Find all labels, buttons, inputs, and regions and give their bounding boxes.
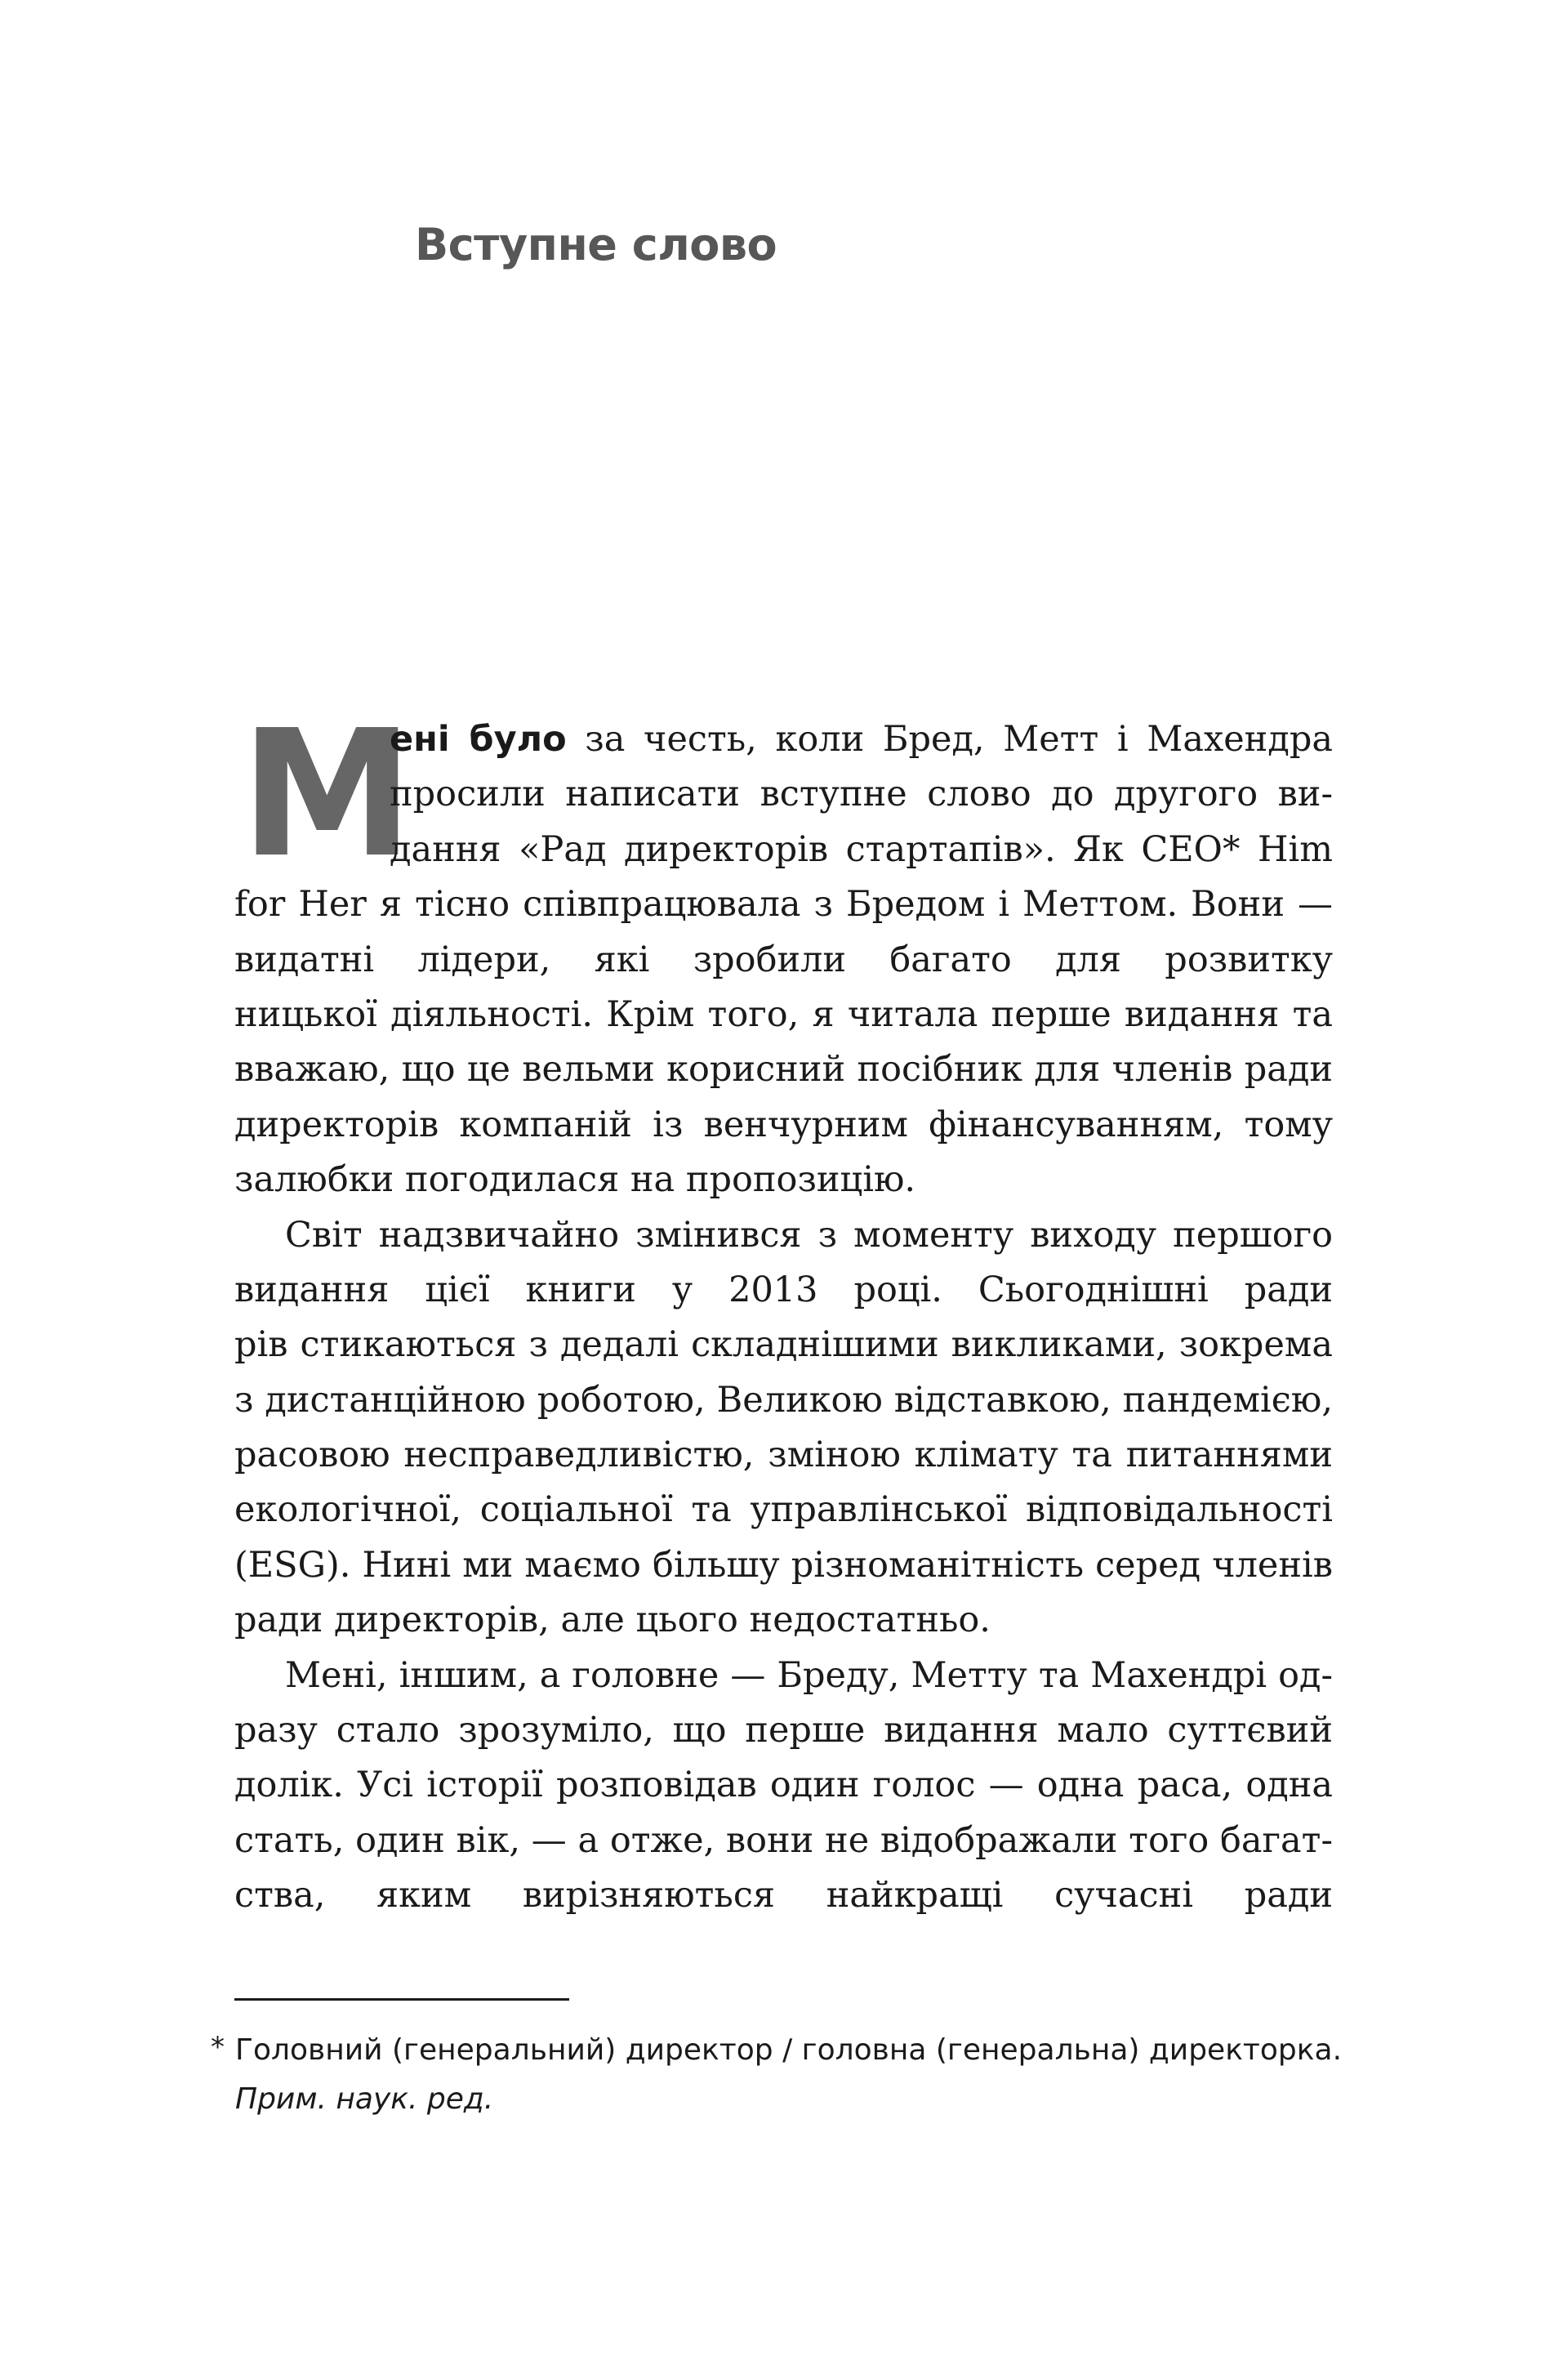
- text-line: вважаю, що це вельми корисний посібник для членів ради: [234, 1049, 1333, 1091]
- text-line: стать, один вік, — а отже, вони не відображали того багат-: [234, 1819, 1333, 1861]
- text-line: ницької діяльності. Крім того, я читала перше видання та: [234, 993, 1333, 1035]
- run-in-heading: ені було: [390, 719, 567, 760]
- text-line: рів стикаються з дедалі складнішими викликами, зокрема: [234, 1324, 1333, 1366]
- text-line: долік. Усі історії розповідав один голос — одна раса, одна: [234, 1765, 1333, 1806]
- text-line: видання цієї книги у 2013 році. Сьогоднішні ради: [234, 1269, 1333, 1310]
- footnote-marker: *: [211, 2031, 225, 2064]
- text-line: ства, яким вирізняються найкращі сучасні ради: [234, 1875, 1333, 1916]
- text-line: директорів компаній із венчурним фінансуванням, тому: [234, 1104, 1333, 1145]
- text-line: залюбки погодилася на пропозицію.: [234, 1159, 916, 1201]
- text-line: просили написати вступне слово до другого ви-: [390, 774, 1333, 815]
- text-line: ради директорів, але цього недостатньо.: [234, 1600, 991, 1641]
- text-line: Мені, іншим, а головне — Бреду, Метту та Махендрі од-: [285, 1654, 1333, 1696]
- text-line: разу стало зрозуміло, що перше видання мало суттєвий: [234, 1710, 1333, 1751]
- text-line: Світ надзвичайно змінився з моменту виходу першого: [285, 1214, 1333, 1256]
- footnote-text: Головний (генеральний) директор / головна (генеральна) директорка.: [235, 2033, 1343, 2067]
- text-line: дання «Рад директорів стартапів». Як CEO* Him: [390, 828, 1333, 870]
- text-line: екологічної, соціальної та управлінської відповідальності: [234, 1489, 1333, 1531]
- footnote: [211, 2026, 1343, 2124]
- footnote-divider: [234, 1998, 569, 2001]
- footnote-editor-note: Прим. наук. ред.: [235, 2082, 494, 2116]
- text-line: ені було за честь, коли Бред, Метт і Махендра: [390, 719, 1333, 760]
- text-line: (ESG). Нині ми маємо більшу різноманітність серед членів: [234, 1544, 1333, 1586]
- drop-cap: М: [240, 693, 409, 896]
- text-line: з дистанційною роботою, Великою відставкою, пандемією,: [234, 1379, 1333, 1421]
- body-text: [234, 712, 1333, 1924]
- chapter-title: Вступне слово: [415, 219, 777, 270]
- text-line: видатні лідери, які зробили багато для розвитку: [234, 939, 1333, 980]
- text-line: for Her я тісно співпрацювала з Бредом і Меттом. Вони —: [234, 884, 1333, 926]
- text-line: расовою несправедливістю, зміною клімату та питаннями: [234, 1435, 1333, 1476]
